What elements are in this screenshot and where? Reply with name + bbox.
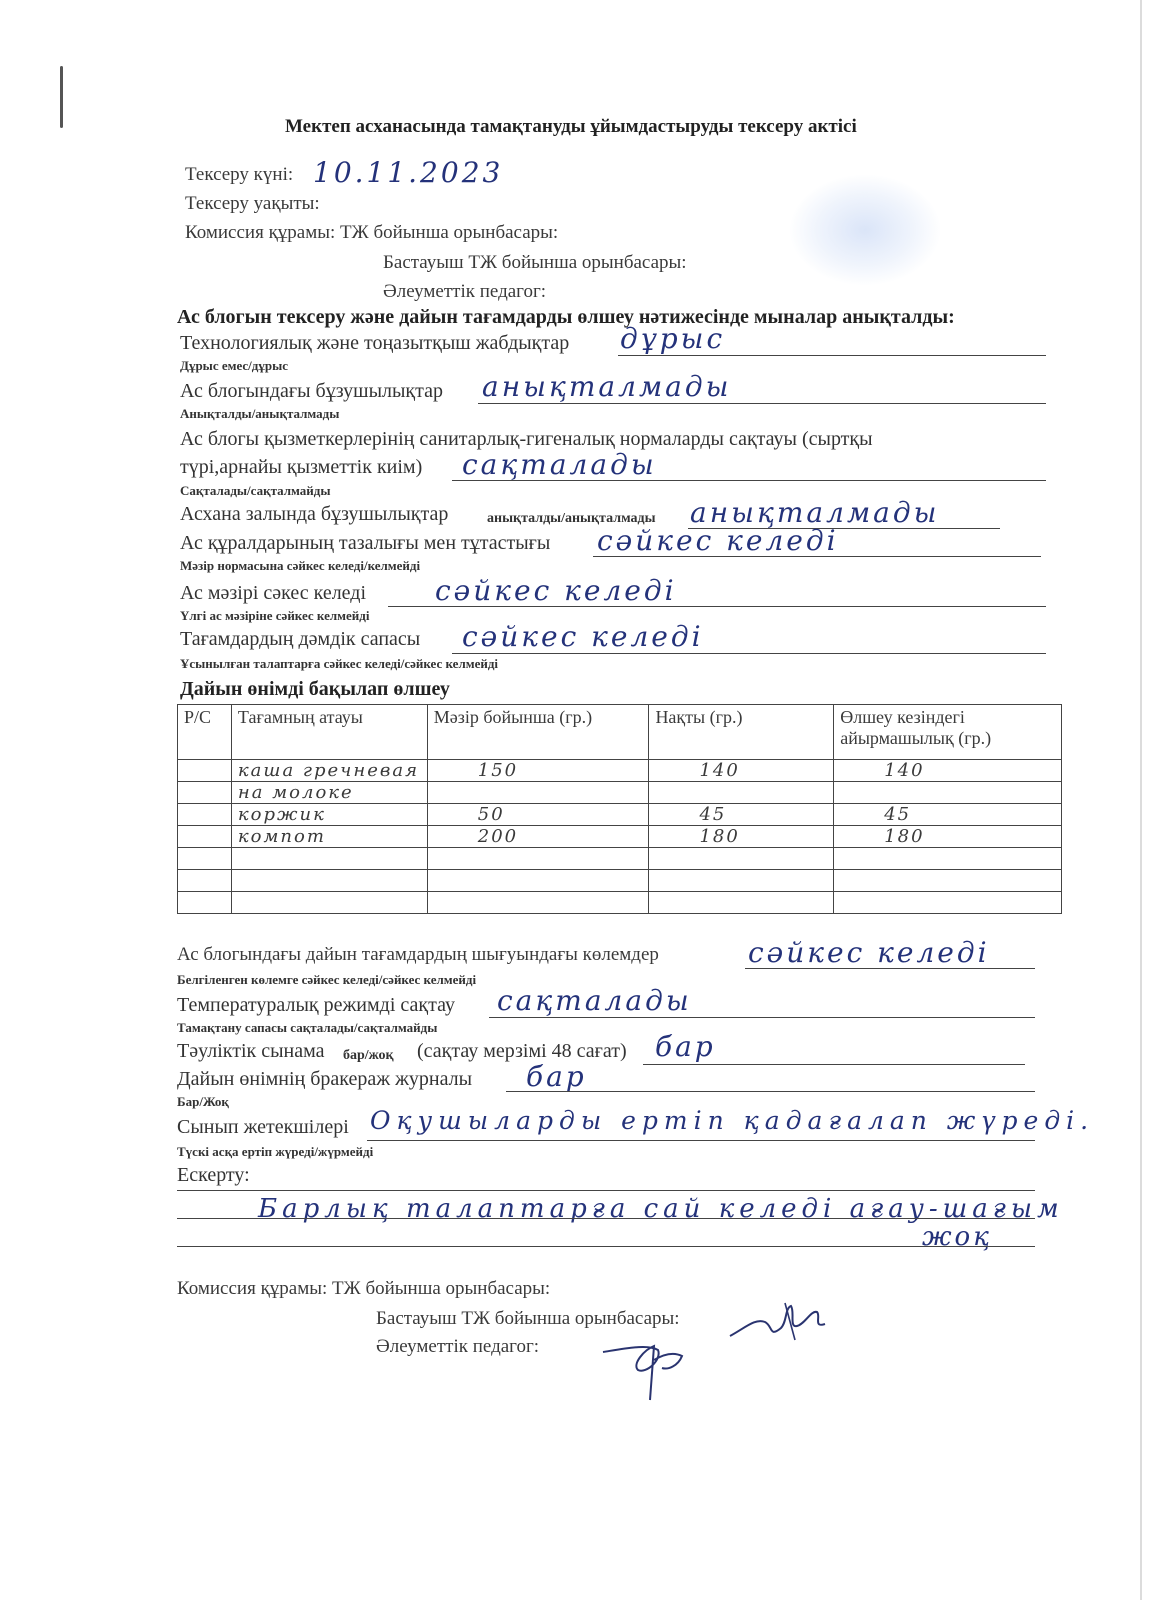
table-cell (427, 892, 649, 914)
field-label: Ас блогы қызметкерлерінің санитарлық-гигеналық нормаларды сақтауы (сыртқы (180, 428, 873, 450)
field-label: Ас мәзірі сәкес келеді (180, 582, 367, 604)
table-cell (231, 848, 427, 870)
note-label: Ескерту: (177, 1164, 250, 1186)
field-label: Асхана залында бұзушылықтар (180, 503, 449, 525)
field-underline (745, 968, 1035, 969)
commission-label: Комиссия құрамы: ТЖ бойынша орынбасары: (185, 222, 559, 243)
table-cell (178, 848, 232, 870)
table-cell (178, 804, 232, 826)
field-label-small: бар/жоқ (343, 1048, 394, 1063)
note-underline (177, 1246, 1035, 1247)
table-row (178, 848, 1062, 870)
section-heading: Ас блогын тексеру және дайын тағамдарды өлшеу нәтижесінде мыналар анықталды: (177, 306, 955, 328)
col-header: Тағамның атауы (231, 705, 427, 760)
product-table (177, 704, 1062, 914)
field-sub: Түскі асқа ертіп жүреді/жүрмейді (177, 1144, 374, 1159)
col-header: Нақты (гр.) (649, 705, 834, 760)
table-row (178, 804, 1062, 826)
stamp-mark (790, 175, 940, 285)
col-header: Өлшеу кезіндегі айырмашылық (гр.) (834, 705, 1062, 760)
margin-mark (60, 66, 63, 128)
field-label: Ас құралдарының тазалығы мен тұтастығы (180, 532, 551, 554)
table-cell: 200 (427, 826, 649, 848)
table-cell: 180 (834, 826, 1062, 848)
table-cell (649, 870, 834, 892)
field-label: Ас блогындағы бұзушылықтар (180, 380, 444, 402)
table-cell: каша гречневая (231, 760, 427, 782)
table-cell (649, 892, 834, 914)
footer-member-2: Бастауыш ТЖ бойынша орынбасары: (376, 1308, 680, 1329)
product-section-heading: Дайын өнімді бақылап өлшеу (180, 678, 450, 700)
field-value: сақталады (462, 448, 657, 481)
field-sub: Үлгі ас мәзіріне сәйкес келмейді (180, 608, 370, 623)
field-underline (367, 1140, 1035, 1141)
field-label: Тәуліктік сынама (177, 1040, 325, 1062)
footer-member-3: Әлеуметтік педагог: (376, 1336, 540, 1357)
time-label: Тексеру уақыты: (185, 193, 320, 214)
field-label-cont: түрі,арнайы қызметтік киім) (180, 456, 423, 478)
signature-mark (598, 1330, 708, 1405)
field-value: бар (526, 1060, 587, 1093)
field-underline (452, 480, 1046, 481)
table-row (178, 870, 1062, 892)
footer-commission-label: Комиссия құрамы: ТЖ бойынша орынбасары: (177, 1278, 551, 1299)
table-cell (231, 892, 427, 914)
table-cell (649, 782, 834, 804)
table-cell (834, 848, 1062, 870)
table-cell: компот (231, 826, 427, 848)
table-cell (834, 870, 1062, 892)
field-label: Ас блогындағы дайын тағамдардың шығуындағы көлемдер (177, 944, 659, 965)
table-row (178, 892, 1062, 914)
table-cell: 45 (649, 804, 834, 826)
col-header: Мәзір бойынша (гр.) (427, 705, 649, 760)
table-cell (427, 782, 649, 804)
field-label: Тағамдардың дәмдік сапасы (180, 628, 421, 650)
field-value: анықталмады (482, 370, 732, 403)
date-value: 10.11.2023 (313, 156, 504, 189)
table-row (178, 782, 1062, 804)
signature-mark (725, 1298, 835, 1348)
table-cell: 180 (649, 826, 834, 848)
table-cell (178, 782, 232, 804)
commission-member-3: Әлеуметтік педагог: (383, 281, 547, 302)
table-cell: 140 (834, 760, 1062, 782)
field-value: сәйкес келеді (748, 936, 990, 969)
commission-member-2: Бастауыш ТЖ бойынша орынбасары: (383, 252, 687, 273)
field-value: анықталмады (690, 496, 940, 529)
field-sub: Мәзір нормасына сәйкес келеді/келмейді (180, 558, 421, 573)
field-sub: Тамақтану сапасы сақталады/сақталмайды (177, 1020, 438, 1035)
field-sub: Ұсынылған талаптарға сәйкес келеді/сәйкес келмейді (180, 656, 499, 671)
table-header-row (178, 705, 1062, 760)
page-edge (1140, 0, 1142, 1600)
table-cell (178, 826, 232, 848)
field-value: Оқушыларды ертіп қадағалап жүреді. (370, 1106, 1095, 1135)
table-cell (649, 848, 834, 870)
field-label: Дайын өнімнің бракераж журналы (177, 1068, 473, 1090)
field-value: сақталады (497, 984, 692, 1017)
table-cell: 45 (834, 804, 1062, 826)
field-sub: Бар/Жоқ (177, 1094, 229, 1109)
note-text-line2: жоқ (922, 1222, 992, 1252)
field-sub: Анықталды/анықталмады (180, 406, 340, 421)
note-underline (177, 1218, 1035, 1219)
table-cell (427, 848, 649, 870)
table-cell (178, 870, 232, 892)
table-row (178, 826, 1062, 848)
date-label: Тексеру күні: (185, 164, 294, 185)
note-text-line1: Барлық талаптарға сай келеді ағау-шағым (258, 1194, 1064, 1224)
table-cell (178, 760, 232, 782)
field-underline (452, 653, 1046, 654)
table-cell: коржик (231, 804, 427, 826)
field-value: сәйкес келеді (435, 574, 677, 607)
field-value: дұрыс (620, 322, 726, 355)
field-value: сәйкес келеді (462, 620, 704, 653)
field-value: сәйкес келеді (597, 524, 839, 557)
field-sub: Белгіленген көлемге сәйкес келеді/сәйкес келмейді (177, 972, 477, 987)
field-value: бар (655, 1030, 716, 1063)
table-cell (834, 892, 1062, 914)
field-label: Температуралық режимді сақтау (177, 994, 455, 1016)
table-cell: 140 (649, 760, 834, 782)
field-underline (593, 556, 1041, 557)
table-cell: 150 (427, 760, 649, 782)
table-cell (231, 870, 427, 892)
field-label-after: (сақтау мерзімі 48 сағат) (417, 1040, 627, 1062)
table-cell (178, 892, 232, 914)
field-underline (478, 403, 1046, 404)
table-cell: 50 (427, 804, 649, 826)
field-label: Сынып жетекшілері (177, 1116, 349, 1138)
field-underline (506, 1091, 1035, 1092)
note-underline (177, 1190, 1035, 1191)
field-underline (643, 1064, 1025, 1065)
field-sub: Сақталады/сақталмайды (180, 483, 331, 498)
field-underline (388, 606, 1046, 607)
col-header: Р/С (178, 705, 232, 760)
table-row (178, 760, 1062, 782)
field-underline (489, 1017, 1035, 1018)
field-label: Технологиялық және тоңазытқыш жабдықтар (180, 332, 570, 354)
field-label-small: анықталды/анықталмады (487, 511, 656, 526)
document-title: Мектеп асханасында тамақтануды ұйымдастыруды тексеру актісі (285, 116, 857, 137)
field-underline (618, 355, 1046, 356)
table-cell (834, 782, 1062, 804)
field-sub: Дұрыс емес/дұрыс (180, 358, 289, 373)
table-cell: на молоке (231, 782, 427, 804)
table-cell (427, 870, 649, 892)
